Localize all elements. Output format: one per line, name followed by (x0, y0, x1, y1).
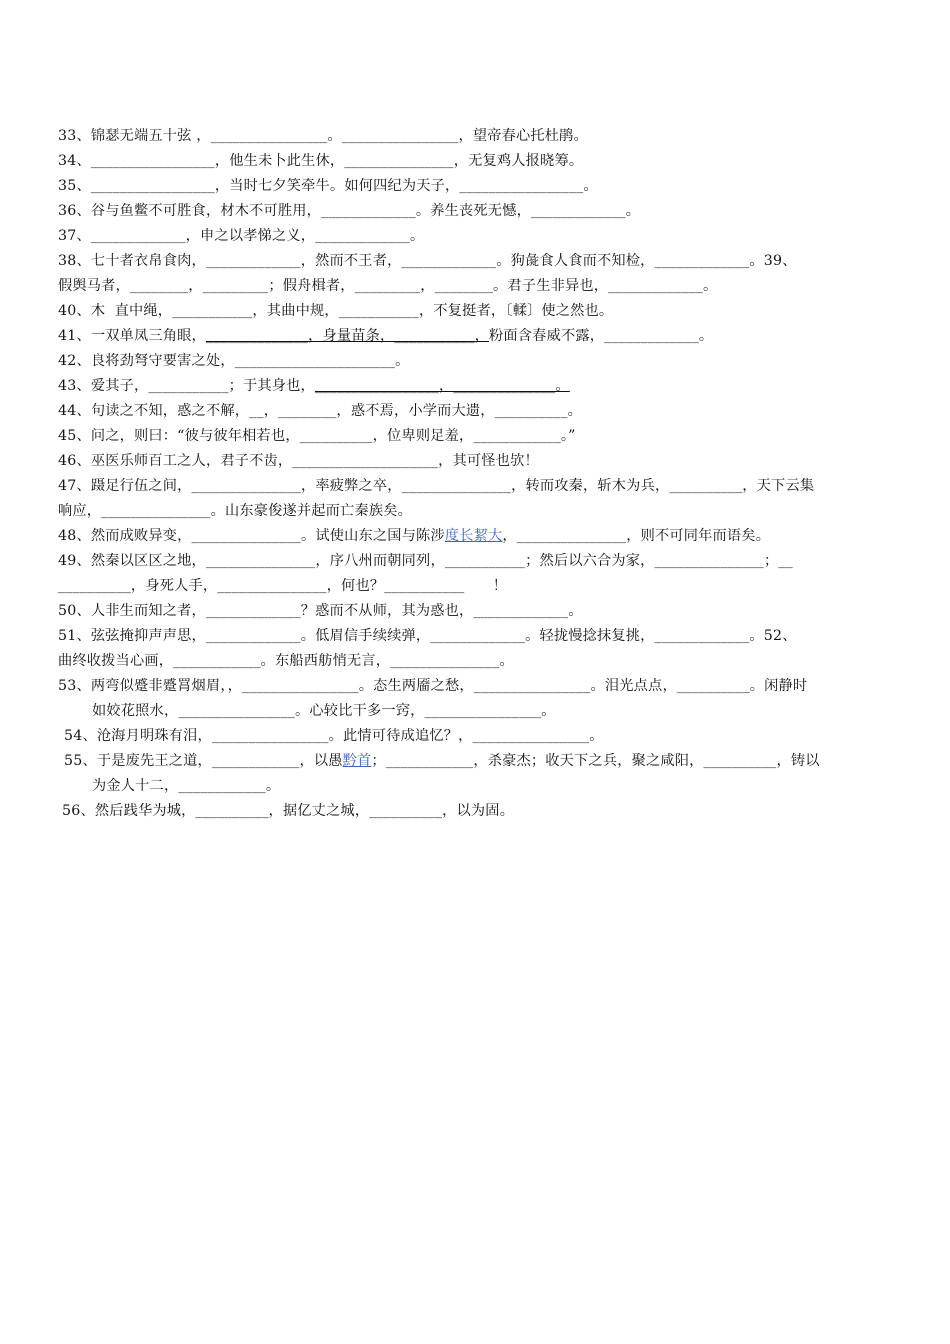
line-45: 45、问之，则曰：“彼与彼年相若也，__________，位卑则足羞，____________。” (58, 428, 576, 444)
line-42: 42、良将劲弩守要害之处，______________________。 (58, 353, 410, 369)
line-51: 51、弦弦掩抑声声思，_____________。低眉信手续续弹，_____________。轻拢慢捻抹复挑，_____________。52、 (58, 628, 797, 644)
line-54: 54、沧海月明珠有泪，________________。此情可待成追忆？，________________。 (64, 728, 604, 744)
line-35: 35、_________________，当时七夕笑牵牛。如何四纪为天子，_________________。 (58, 178, 598, 194)
line-48 (58, 524, 894, 549)
line-55-cont: 为金人十二，____________。 (92, 778, 281, 794)
line-47: 47、蹑足行伍之间，_______________，率疲弊之卒，_______________，转而攻秦，斩木为兵，__________，天下云集 (58, 478, 815, 494)
line-50: 50、人非生而知之者，_____________？惑而不从师，其为惑也，_____________。 (58, 603, 583, 619)
line-55-tail: ；____________，杀豪杰；收天下之兵，聚之咸阳，__________，铸以 (371, 753, 820, 769)
line-53: 53、两弯似蹙非蹙罥烟眉，，________________。态生两靥之愁，________________。泪光点点，__________。闲静时 (58, 678, 808, 694)
line-41-underlined: ______________，身量苗条，___________， (205, 328, 490, 344)
line-46: 46、巫医乐师百工之人，君子不齿，____________________，其可怪也欤！ (58, 453, 539, 469)
line-44: 44、句读之不知，惑之不解，__，________，惑不焉，小学而大遗，__________。 (58, 403, 583, 419)
line-33: 33、锦瑟无端五十弦 ，________________。________________，望帝春心托杜鹃。 (58, 128, 588, 144)
line-48-tail: ，_______________，则不可同年而语矣。 (502, 528, 771, 544)
line-43-text: 43、爱其子，___________；于其身也， (58, 378, 315, 394)
line-40: 40、木 直中绳，___________，其曲中规，___________，不复挺者，〔輮〕使之然也。 (58, 303, 614, 319)
line-34: 34、_________________，他生未卜此生休，_______________，无复鸡人报晓筹。 (58, 153, 584, 169)
line-49: 49、然秦以区区之地，_______________，序八州而朝同列，___________；然后以六合为家，_______________；__ (58, 553, 793, 569)
line-49-cont: __________，身死人手，_______________，何也？___________ ！ (58, 578, 508, 594)
line-41-text: 41、一双单凤三角眼， (58, 328, 206, 344)
hyperlink-duchangxieda[interactable]: 度长絜大 (444, 528, 503, 544)
line-56: 56、然后践华为城，__________，据亿丈之城，__________，以为固。 (62, 803, 515, 819)
line-39-cont: 假舆马者，________，_________；假舟楫者，_________，________。君子生非异也，_____________。 (58, 278, 718, 294)
line-55-text: 55、于是废先王之道，____________，以愚 (64, 753, 343, 769)
line-41 (58, 324, 894, 349)
line-37: 37、_____________，申之以孝悌之义，_____________。 (58, 228, 425, 244)
line-43 (58, 374, 894, 399)
line-41-tail: 粉面含春威不露，_____________。 (489, 328, 714, 344)
line-53-cont: 如姣花照水，________________。心较比干多一窍，________________。 (92, 703, 556, 719)
line-52-cont: 曲终收拨当心画，____________。东船西舫悄无言，_______________。 (58, 653, 514, 669)
line-55 (58, 749, 894, 774)
hyperlink-qianshou[interactable]: 黔首 (342, 753, 372, 769)
line-43-underlined: _________________，______________。 (314, 378, 570, 394)
line-38: 38、七十者衣帛食肉，_____________，然而不王者，_____________。狗彘食人食而不知检，_____________。39、 (58, 253, 797, 269)
line-36: 36、谷与鱼鳖不可胜食，材木不可胜用，_____________。养生丧死无憾，_____________。 (58, 203, 641, 219)
document-body (58, 124, 894, 824)
line-47-cont: 响应，_______________。山东豪俊遂并起而亡秦族矣。 (58, 503, 412, 519)
line-48-text: 48、然而成败异变，_______________。试使山东之国与陈涉 (58, 528, 445, 544)
